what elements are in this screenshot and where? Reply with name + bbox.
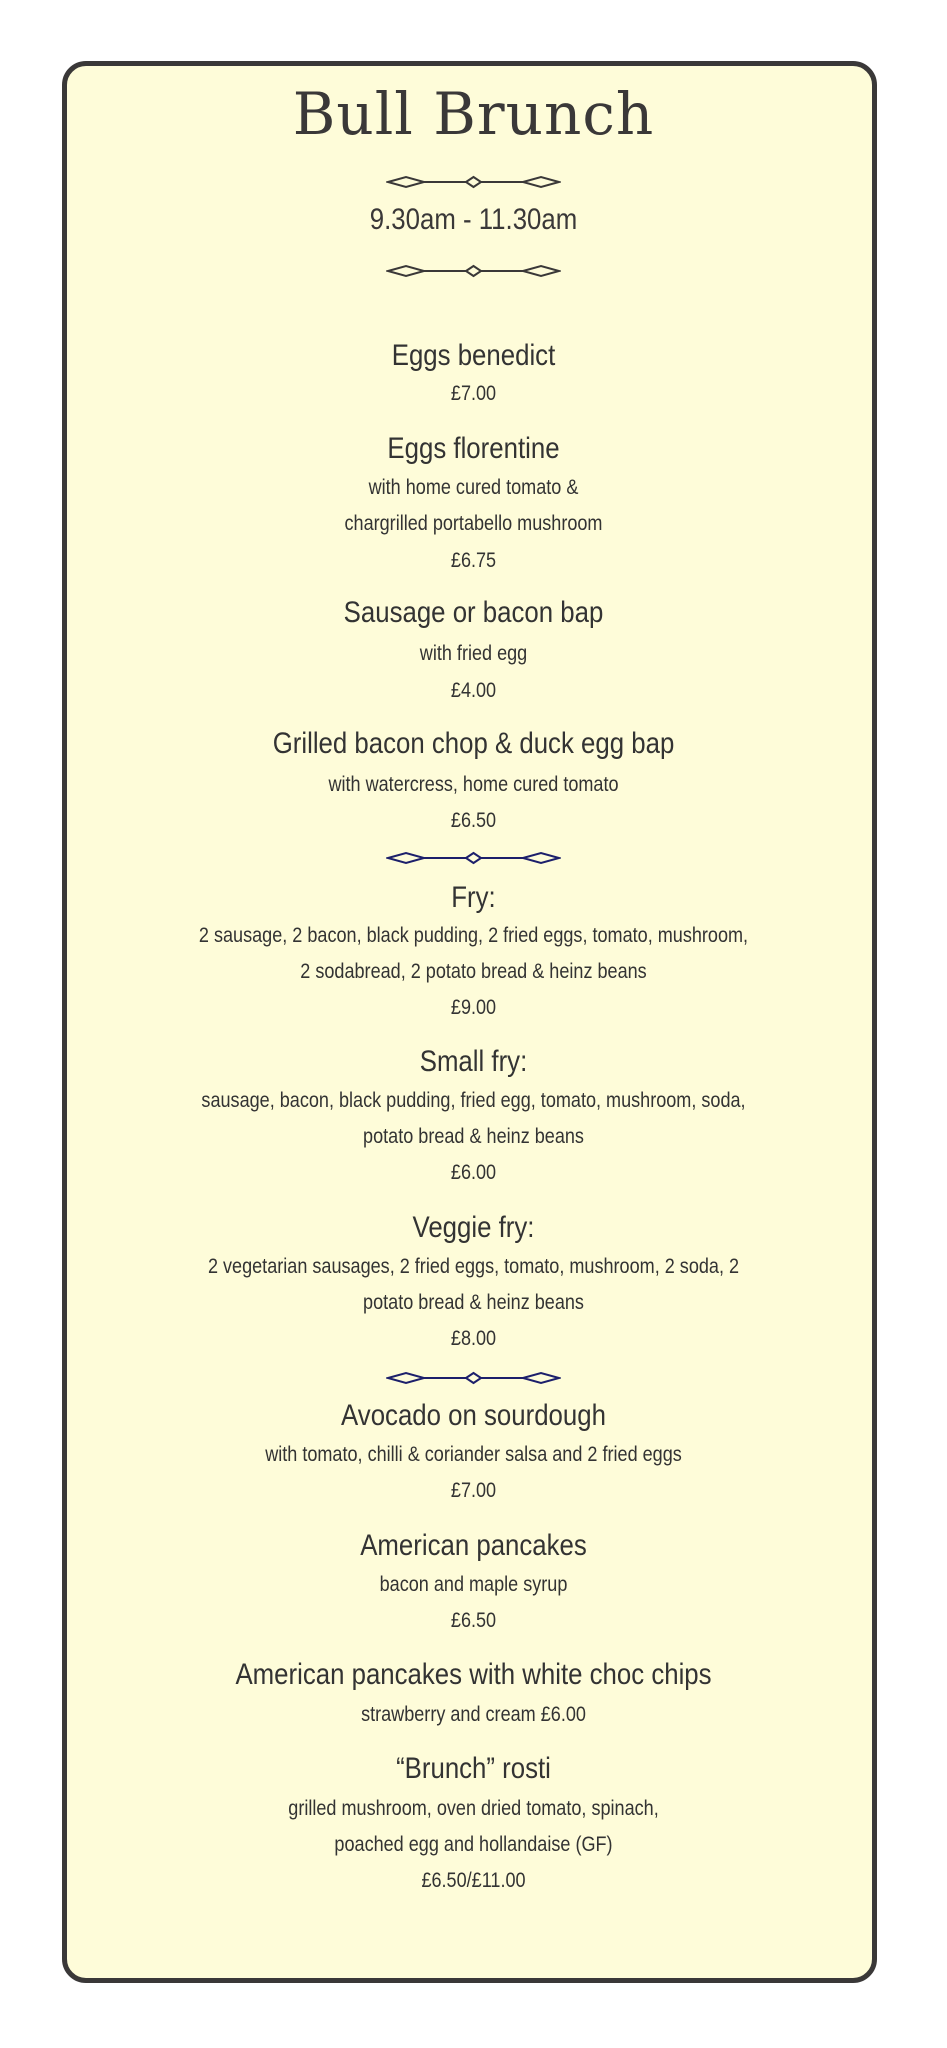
menu-item-name: Eggs florentine — [387, 432, 560, 465]
menu-item-name: Grilled bacon chop & duck egg bap — [272, 727, 675, 760]
menu-item-name: American pancakes — [360, 1529, 587, 1562]
menu-item-description: with tomato, chilli & coriander salsa and 2 fried eggs — [265, 1443, 682, 1466]
service-hours: 9.30am - 11.30am — [369, 203, 578, 236]
ornament-divider-icon — [386, 174, 561, 190]
menu-item-price: £6.50 — [450, 1609, 497, 1632]
menu-item-price: £8.00 — [450, 1327, 497, 1350]
menu-item-description: 2 sodabread, 2 potato bread & heinz beans — [300, 960, 647, 983]
menu-item-description: strawberry and cream £6.00 — [361, 1703, 586, 1726]
menu-item-name: Small fry: — [419, 1045, 528, 1078]
ornament-divider-icon — [386, 850, 561, 866]
menu-item-description: potato bread & heinz beans — [363, 1291, 584, 1314]
menu-title: Bull Brunch — [292, 80, 655, 148]
ornament-divider-icon — [386, 1370, 561, 1386]
menu-item-name: Fry: — [451, 881, 496, 914]
menu-item-description: 2 sausage, 2 bacon, black pudding, 2 fried eggs, tomato, mushroom, — [198, 924, 749, 947]
menu-item-description: potato bread & heinz beans — [363, 1125, 584, 1148]
menu-item-price: £6.75 — [450, 549, 497, 572]
menu-item-price: £6.50/£11.00 — [421, 1869, 526, 1892]
menu-item-name: Sausage or bacon bap — [343, 596, 604, 629]
menu-item-name: American pancakes with white choc chips — [235, 1658, 712, 1691]
menu-item-description: bacon and maple syrup — [379, 1573, 568, 1596]
ornament-divider-icon — [386, 263, 561, 279]
menu-item-price: £6.50 — [450, 809, 497, 832]
menu-item-price: £7.00 — [450, 382, 497, 405]
menu-item-description: with home cured tomato & — [368, 476, 579, 499]
menu-item-price: £7.00 — [450, 1479, 497, 1502]
menu-item-description: with fried egg — [419, 642, 528, 665]
menu-item-name: Avocado on sourdough — [341, 1399, 606, 1432]
menu-item-name: Eggs benedict — [391, 339, 556, 372]
menu-item-description: poached egg and hollandaise (GF) — [334, 1833, 613, 1856]
menu-item-description: 2 vegetarian sausages, 2 fried eggs, tomato, mushroom, 2 soda, 2 — [207, 1255, 740, 1278]
menu-item-description: sausage, bacon, black pudding, fried egg, tomato, mushroom, soda, — [201, 1089, 746, 1112]
menu-item-description: with watercress, home cured tomato — [328, 773, 619, 796]
menu-item-name: “Brunch” rosti — [396, 1752, 551, 1785]
menu-item-description: chargrilled portabello mushroom — [344, 512, 603, 535]
menu-item-name: Veggie fry: — [412, 1211, 535, 1244]
menu-item-price: £6.00 — [450, 1161, 497, 1184]
menu-item-description: grilled mushroom, oven dried tomato, spinach, — [288, 1797, 659, 1820]
menu-item-price: £4.00 — [450, 679, 497, 702]
menu-item-price: £9.00 — [450, 996, 497, 1019]
